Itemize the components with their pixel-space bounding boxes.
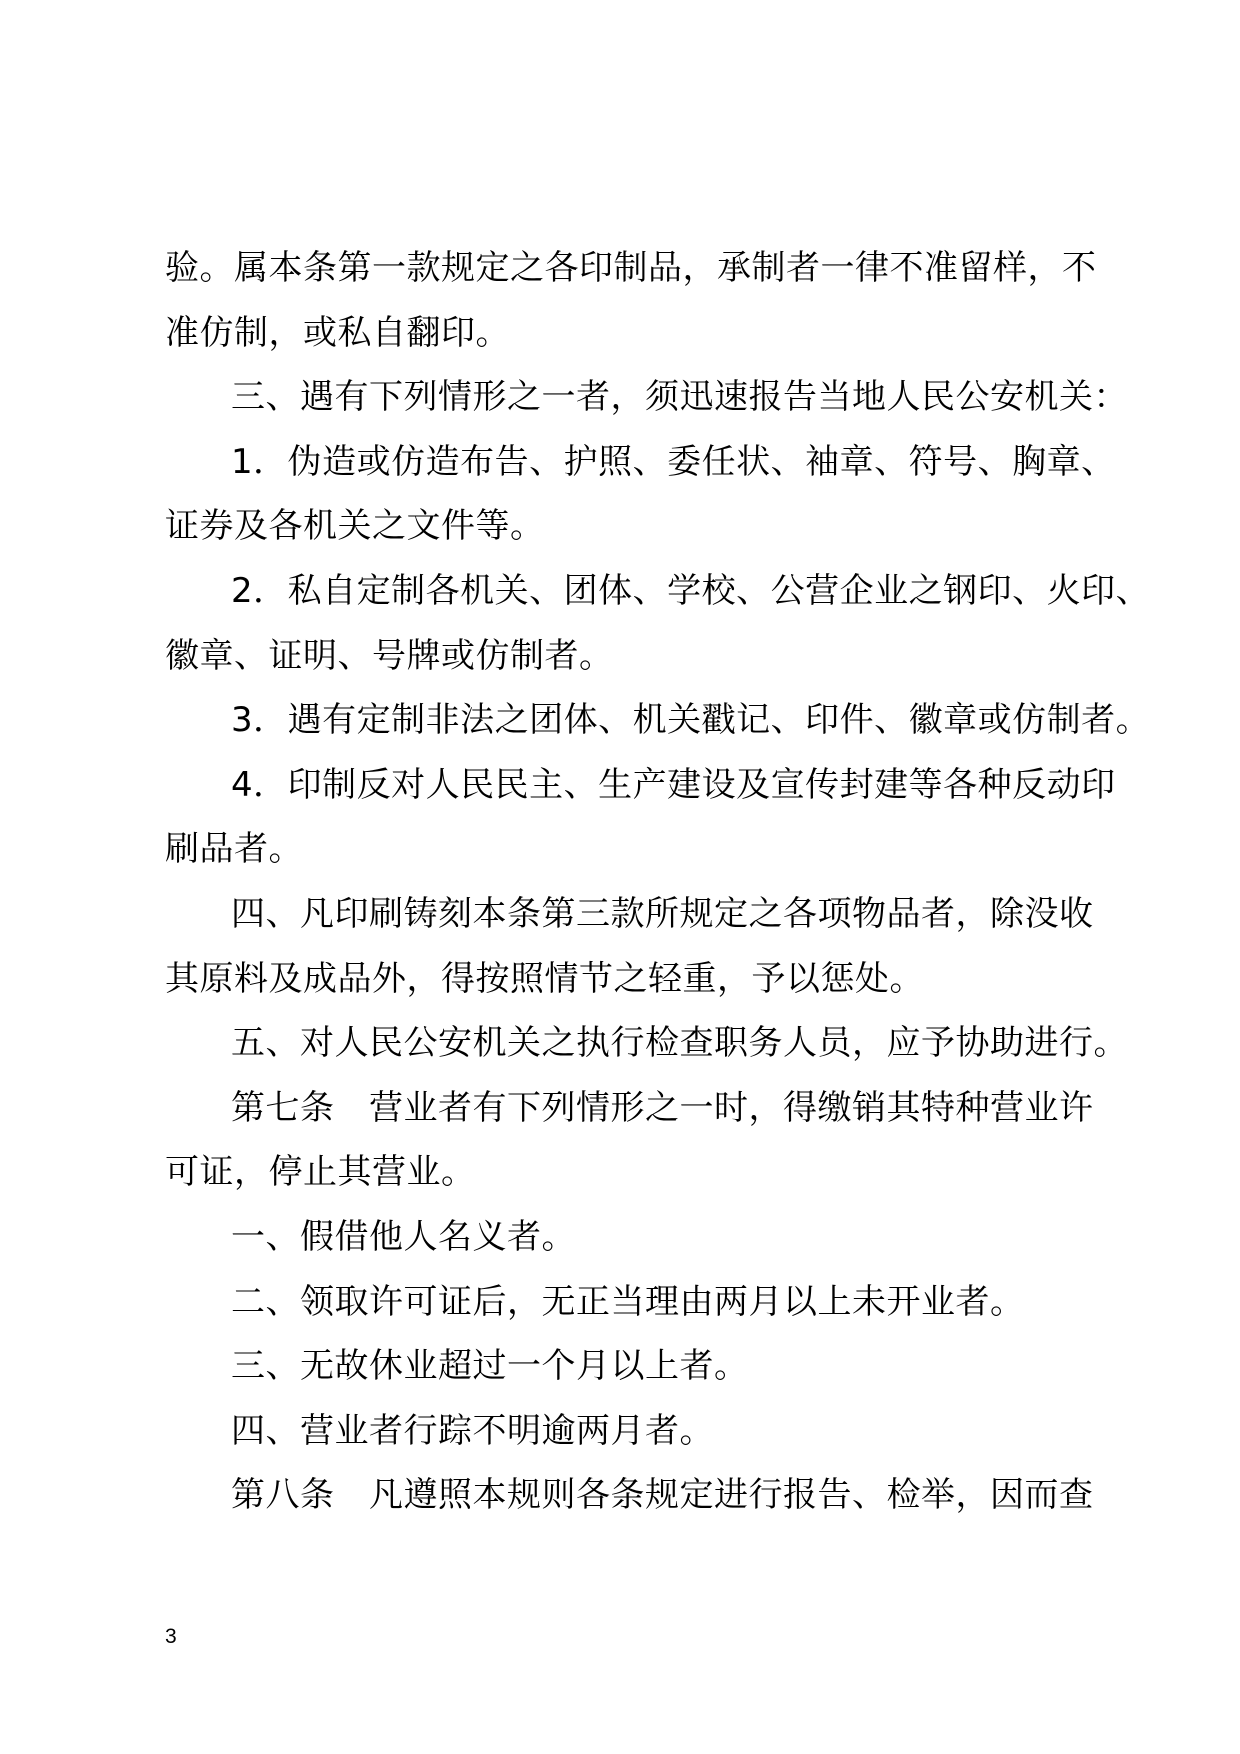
text-line: 1．伪造或仿造布告、护照、委任状、袖章、符号、胸章、 [231, 441, 1116, 482]
text-line: 三、无故休业超过一个月以上者。 [231, 1346, 749, 1387]
text-line: 准仿制，或私自翻印。 [165, 312, 510, 353]
text-line: 其原料及成品外，得按照情节之轻重，予以惩处。 [165, 958, 924, 999]
text-line: 第八条 凡遵照本规则各条规定进行报告、检举，因而查 [231, 1475, 1094, 1516]
text-line: 2．私自定制各机关、团体、学校、公营企业之钢印、火印、 [231, 570, 1151, 611]
text-line: 证券及各机关之文件等。 [165, 506, 545, 547]
text-line: 四、凡印刷铸刻本条第三款所规定之各项物品者，除没收 [231, 893, 1094, 934]
text-line: 3．遇有定制非法之团体、机关戳记、印件、徽章或仿制者。 [231, 700, 1151, 741]
text-line: 四、营业者行踪不明逾两月者。 [231, 1410, 714, 1451]
text-line: 三、遇有下列情形之一者，须迅速报告当地人民公安机关： [231, 377, 1128, 418]
text-line: 二、领取许可证后，无正当理由两月以上未开业者。 [231, 1281, 1025, 1322]
text-line: 一、假借他人名义者。 [231, 1216, 576, 1257]
text-line: 刷品者。 [165, 829, 303, 870]
text-line: 验。属本条第一款规定之各印制品，承制者一律不准留样，不 [165, 248, 1097, 288]
text-line: 4．印制反对人民民主、生产建设及宣传封建等各种反动印 [231, 764, 1116, 805]
text-line: 可证，停止其营业。 [165, 1152, 476, 1193]
page-number: 3 [165, 1625, 177, 1648]
text-line: 徽章、证明、号牌或仿制者。 [165, 635, 614, 676]
document-body [165, 236, 1151, 1528]
text-line: 第七条 营业者有下列情形之一时，得缴销其特种营业许 [231, 1087, 1094, 1128]
text-line: 五、对人民公安机关之执行检查职务人员，应予协助进行。 [231, 1023, 1128, 1064]
